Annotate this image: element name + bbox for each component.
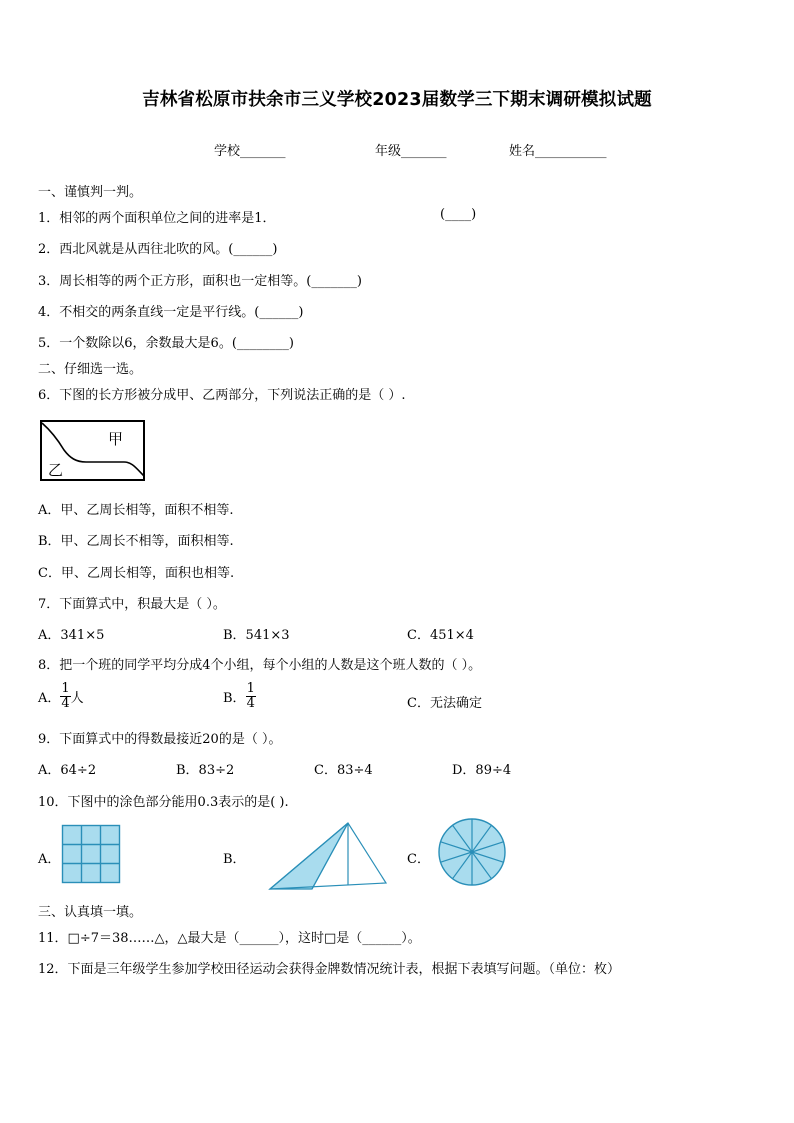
question-5: 5．一个数除以6，余数最大是6。(________) (38, 336, 294, 351)
question-1-blank: (____) (440, 207, 477, 222)
question-10: 10．下图中的涂色部分能用0.3表示的是( ). (38, 795, 289, 810)
question-7-option-b: B．541×3 (223, 628, 290, 643)
question-6-option-b: B．甲、乙周长不相等，面积相等. (38, 534, 234, 549)
question-8-option-c: C．无法确定 (407, 696, 482, 711)
question-2: 2．西北风就是从西往北吹的风。(______) (38, 242, 278, 257)
question-7-option-a: A．341×5 (38, 628, 105, 643)
option-a-prefix: A． (38, 691, 61, 706)
figure-label-yi: 乙 (48, 461, 64, 479)
section-heading-3: 三、认真填一填。 (38, 905, 143, 920)
option-a-suffix: 人 (70, 691, 84, 706)
question-9-option-a: A．64÷2 (38, 763, 97, 778)
section-heading-1: 一、谨慎判一判。 (38, 185, 143, 200)
figure-label-jia: 甲 (108, 430, 124, 448)
fraction-one-quarter: $\frac{1}{4}$ (246, 681, 255, 711)
circle-figure (437, 817, 507, 887)
grade-field: 年级_______ (375, 144, 447, 159)
question-1: 1．相邻的两个面积单位之间的进率是1． (38, 211, 276, 226)
option-b-prefix: B． (223, 691, 246, 706)
question-8-option-a (38, 682, 84, 711)
question-9-option-d: D．89÷4 (452, 763, 512, 778)
page-title: 吉林省松原市扶余市三义学校2023届数学三下期末调研模拟试题 (142, 90, 652, 110)
question-9-option-c: C．83÷4 (314, 763, 373, 778)
question-10-option-c: C． (407, 852, 430, 867)
question-6-option-c: C．甲、乙周长相等，面积也相等. (38, 566, 235, 581)
section-heading-2: 二、仔细选一选。 (38, 362, 143, 377)
question-6: 6．下图的长方形被分成甲、乙两部分，下列说法正确的是（ ）. (38, 388, 406, 403)
question-7: 7．下面算式中，积最大是（ ）。 (38, 597, 226, 612)
question-8-option-b (223, 682, 256, 711)
question-10-option-b: B． (223, 852, 246, 867)
question-4: 4．不相交的两条直线一定是平行线。(______) (38, 305, 304, 320)
question-12: 12．下面是三年级学生参加学校田径运动会获得金牌数情况统计表，根据下表填写问题。（单位：枚） (38, 962, 621, 977)
rectangle-figure (40, 420, 146, 482)
question-8: 8．把一个班的同学平均分成4个小组，每个小组的人数是这个班人数的（ ）。 (38, 658, 482, 673)
question-9: 9．下面算式中的得数最接近20的是（ ）。 (38, 732, 282, 747)
question-7-option-c: C．451×4 (407, 628, 474, 643)
fraction-one-quarter: $\frac{1}{4}$ (61, 681, 70, 711)
name-field: 姓名___________ (509, 144, 607, 159)
question-11: 11．□÷7＝38……△，△最大是（______），这时□是（______）。 (38, 931, 421, 946)
question-9-option-b: B．83÷2 (176, 763, 235, 778)
question-6-option-a: A．甲、乙周长相等，面积不相等. (38, 503, 234, 518)
question-10-option-a: A． (38, 852, 61, 867)
question-3: 3．周长相等的两个正方形，面积也一定相等。(_______) (38, 274, 362, 289)
school-field: 学校_______ (214, 144, 286, 159)
triangle-figure (268, 821, 390, 891)
grid-figure (62, 825, 120, 883)
